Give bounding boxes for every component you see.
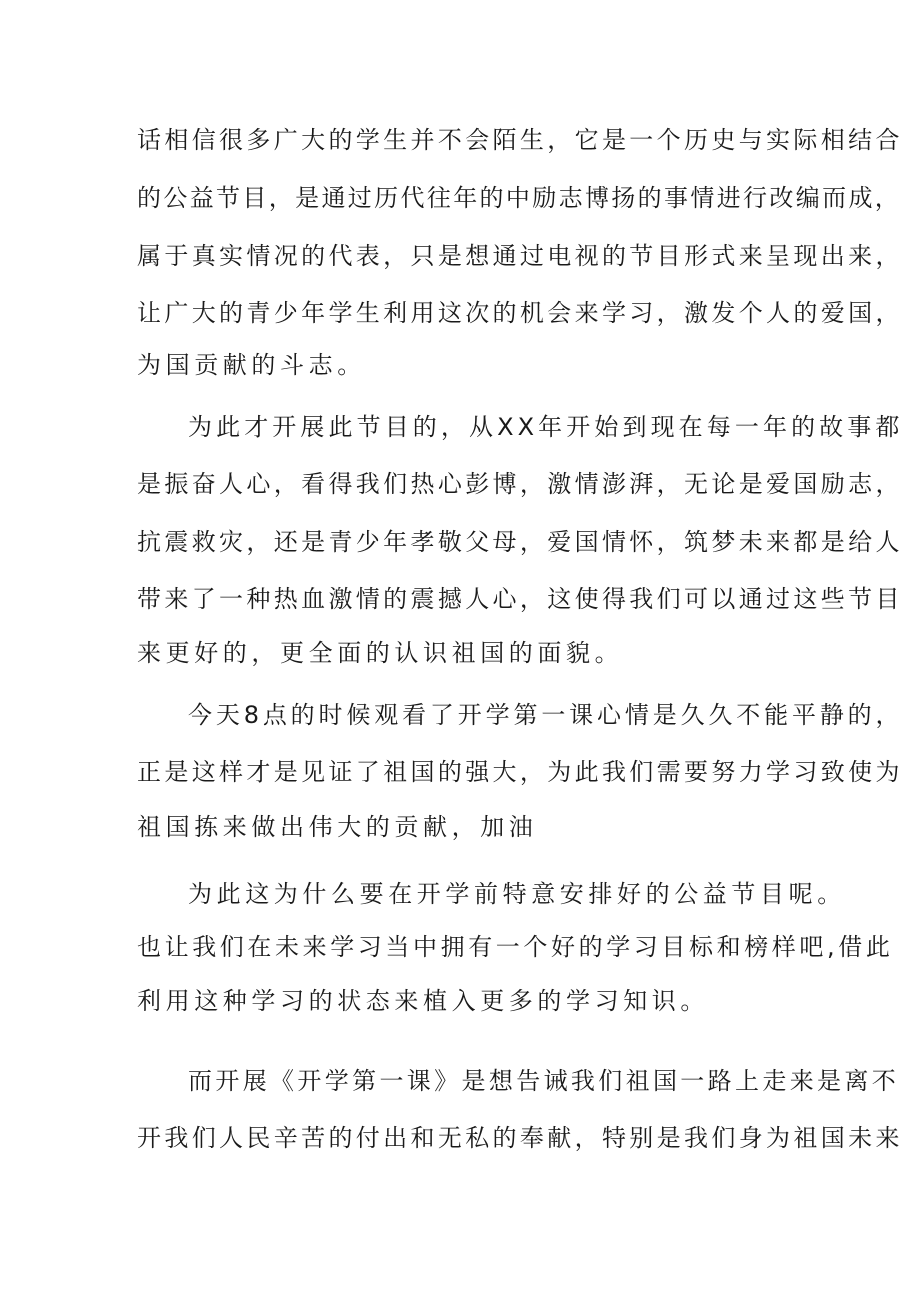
paragraph-2-line-4: 带来了一种热血激情的震撼人心，这使得我们可以通过这些节目 (137, 585, 903, 613)
paragraph-2-line-1: 为此才开展此节目的，从XX年开始到现在每一年的故事都 (188, 413, 904, 441)
paragraph-3-line-3: 祖国拣来做出伟大的贡献，加油 (137, 813, 538, 841)
paragraph-3-line-1: 今天8点的时候观看了开学第一课心情是久久不能平静的， (188, 701, 904, 729)
paragraph-4-line-2: 也让我们在未来学习当中拥有一个好的学习目标和榜样吧,借此 (137, 933, 894, 961)
paragraph-1-line-1: 话相信很多广大的学生并不会陌生，它是一个历史与实际相结合 (137, 126, 903, 154)
paragraph-1-line-4: 让广大的青少年学生利用这次的机会来学习，激发个人的爱国， (137, 299, 903, 327)
paragraph-3-line-2: 正是这样才是见证了祖国的强大，为此我们需要努力学习致使为 (137, 758, 903, 786)
paragraph-1-line-5: 为国贡献的斗志。 (137, 351, 366, 379)
paragraph-1-line-2: 的公益节目，是通过历代往年的中励志博扬的事情进行改编而成， (137, 184, 902, 212)
paragraph-5-line-2: 开我们人民辛苦的付出和无私的奉献，特别是我们身为祖国未来 (137, 1124, 903, 1152)
paragraph-4-line-3: 利用这种学习的状态来植入更多的学习知识。 (137, 987, 709, 1015)
paragraph-2-line-5: 来更好的，更全面的认识祖国的面貌。 (137, 639, 624, 667)
paragraph-4-line-1: 为此这为什么要在开学前特意安排好的公益节目呢。 (188, 880, 846, 908)
paragraph-1-line-3: 属于真实情况的代表，只是想通过电视的节目形式来呈现出来， (137, 242, 903, 270)
paragraph-5-line-1: 而开展《开学第一课》是想告诫我们祖国一路上走来是离不 (188, 1067, 900, 1095)
paragraph-2-line-2: 是振奋人心，看得我们热心彭博，激情澎湃，无论是爱国励志， (137, 470, 903, 498)
paragraph-2-line-3: 抗震救灾，还是青少年孝敬父母，爱国情怀，筑梦未来都是给人 (137, 528, 903, 556)
